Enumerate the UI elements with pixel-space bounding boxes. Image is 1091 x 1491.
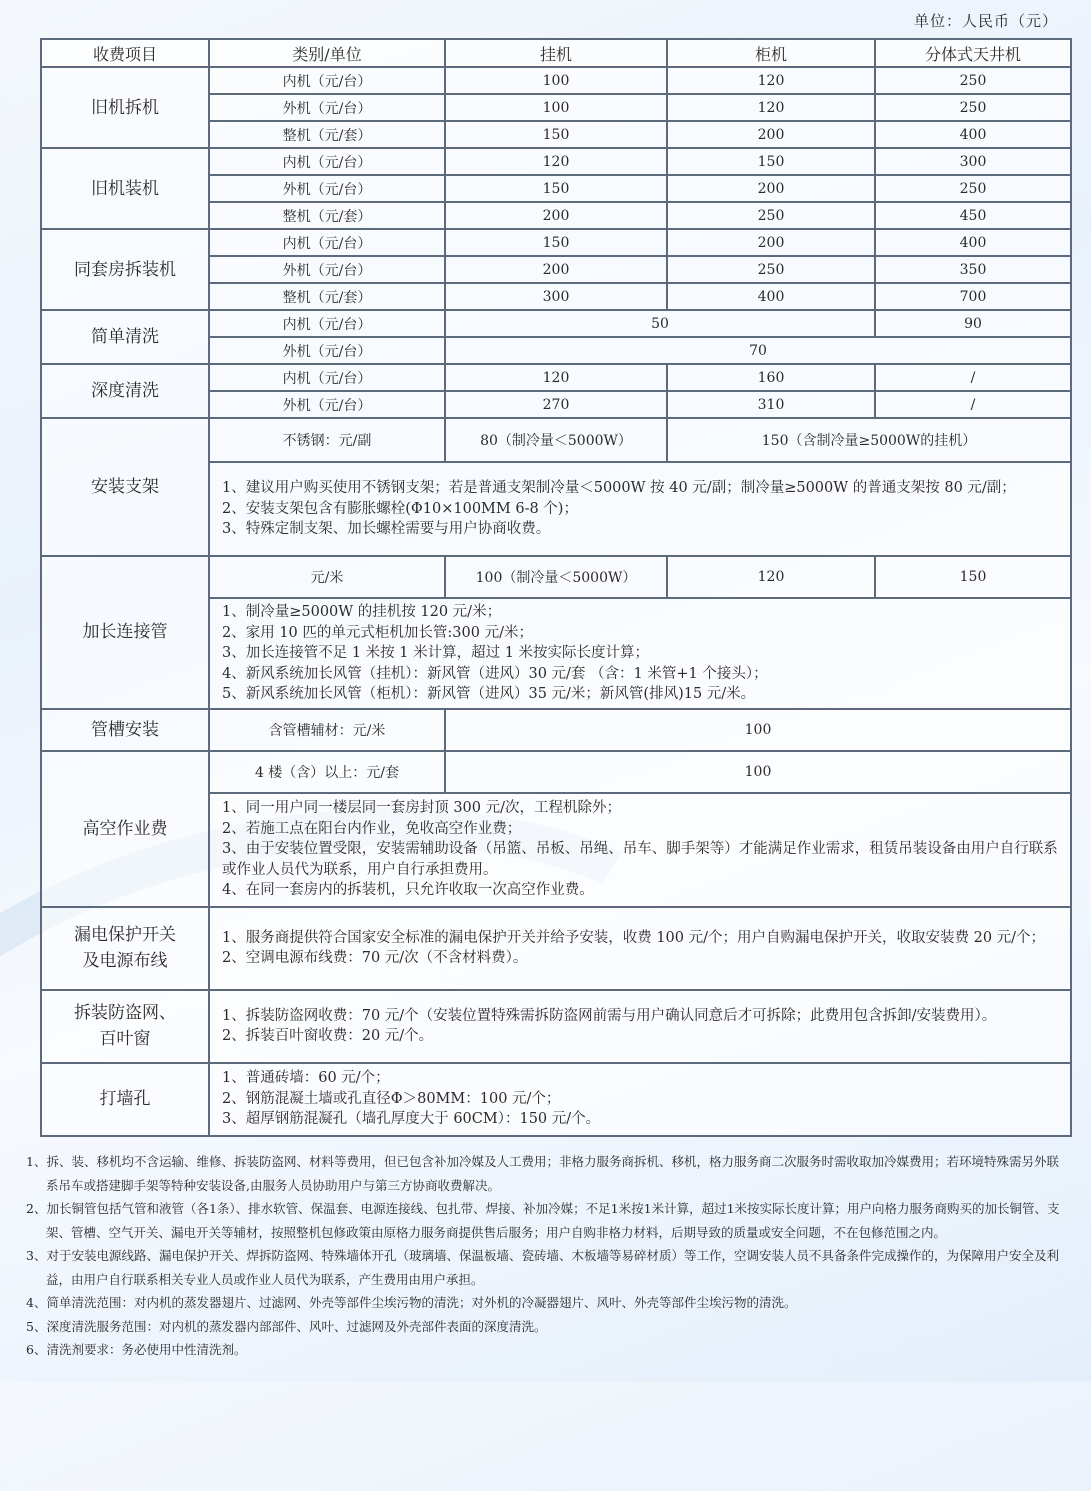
category-leak-protection	[41, 907, 209, 990]
footnote: 6、清洗剂要求：务必使用中性清洗剂。	[26, 1342, 247, 1357]
note-line: 1、建议用户购买使用不锈钢支架；若是普通支架制冷量＜5000W 按 40 元/副；制冷量≥5000W 的普通支架按 80 元/副；	[222, 480, 1016, 497]
footnote: 2、加长铜管包括气管和液管（各1条）、排水软管、保温套、电源连接线、包扎带、焊接、补加冷媒；不足1米按1米计算，超过1米按实际长度计算；用户向格力服务商购买的加长铜管、支架、管槽、空气开关、漏电开关等辅材，按照整机包修政策由原格力服务商提供售后服务；用户自购非格力材料，后期导致的质量或安全问题，不在包修范围之内。	[26, 1201, 1060, 1240]
high-altitude-notes	[209, 793, 1071, 907]
note-line: 2、家用 10 匹的单元式柜机加长管:300 元/米；	[222, 624, 533, 641]
table-row	[41, 1063, 1071, 1136]
table-row	[41, 310, 1071, 337]
category-deep-clean: 深度清洗	[41, 364, 209, 418]
category-high-altitude: 高空作业费	[41, 751, 209, 907]
header-category-unit: 类别/单位	[209, 39, 445, 67]
price-ceiling: 90	[875, 310, 1071, 337]
row-unit: 内机（元/台）	[209, 364, 445, 391]
category-simple-clean: 简单清洗	[41, 310, 209, 364]
price-ceiling: 400	[875, 229, 1071, 256]
note-line: 2、空调电源布线费：70 元/次（不含材料费）。	[222, 950, 528, 966]
price-cabinet: 120	[667, 556, 875, 598]
price-wall: 150	[445, 229, 667, 256]
bracket-notes	[209, 462, 1071, 556]
category-name-line: 漏电保护开关	[74, 925, 176, 945]
wall-hole-notes	[209, 1063, 1071, 1136]
table-row	[41, 229, 1071, 256]
price-all-units: 70	[445, 337, 1071, 364]
footnote: 1、拆、装、移机均不含运输、维修、拆装防盗网、材料等费用，但已包含补加冷媒及人工费用；非格力服务商拆机、移机，格力服务商二次服务时需收取加冷媒费用；若环境特殊需另外联系吊车或搭建脚手架等特种安装设备,由服务人员协助用户与第三方协商收费解决。	[26, 1154, 1059, 1193]
row-unit: 含管槽辅材：元/米	[209, 709, 445, 751]
price-cabinet: 250	[667, 202, 875, 229]
footnotes	[26, 1150, 1066, 1362]
table-row	[41, 709, 1071, 751]
row-unit: 外机（元/台）	[209, 94, 445, 121]
row-unit: 元/米	[209, 556, 445, 598]
row-unit: 不锈钢：元/副	[209, 418, 445, 462]
note-line: 4、新风系统加长风管（挂机）：新风管（进风）30 元/套 （含：1 米管+1 个接头）；	[222, 665, 768, 682]
footnote: 3、对于安装电源线路、漏电保护开关、焊拆防盗网、特殊墙体开孔（玻璃墙、保温板墙、瓷砖墙、木板墙等易碎材质）等工作，空调安装人员不具备条件完成操作的，为保障用户安全及利益，由用户自行联系相关专业人员或作业人员代为联系，产生费用由用户承担。	[26, 1248, 1059, 1287]
category-wall-hole: 打墙孔	[41, 1063, 209, 1136]
row-unit: 整机（元/套）	[209, 283, 445, 310]
table-row	[41, 751, 1071, 793]
price-ceiling: 250	[875, 94, 1071, 121]
price-cabinet: 160	[667, 364, 875, 391]
price-ceiling: /	[875, 391, 1071, 418]
price-wall: 120	[445, 148, 667, 175]
category-name-line: 拆装防盗网、	[74, 1003, 176, 1023]
price-wall: 100	[445, 94, 667, 121]
price-wall: 200	[445, 256, 667, 283]
category-same-house: 同套房拆装机	[41, 229, 209, 310]
price-wall: 80（制冷量＜5000W）	[445, 418, 667, 462]
fee-table	[40, 38, 1072, 1137]
price-cabinet: 400	[667, 283, 875, 310]
price-ceiling: 250	[875, 175, 1071, 202]
row-unit: 内机（元/台）	[209, 148, 445, 175]
price-wall-cabinet: 50	[445, 310, 875, 337]
leak-notes	[209, 907, 1071, 990]
row-unit: 4 楼（含）以上：元/套	[209, 751, 445, 793]
header-ceiling-unit: 分体式天井机	[875, 39, 1071, 67]
note-line: 2、安装支架包含有膨胀螺栓(Φ10×100MM 6-8 个)；	[222, 500, 578, 517]
price-cabinet: 150	[667, 148, 875, 175]
category-trough: 管槽安装	[41, 709, 209, 751]
anti-theft-notes	[209, 990, 1071, 1063]
table-row	[41, 556, 1071, 598]
table-header-row	[41, 39, 1071, 67]
price-cabinet: 310	[667, 391, 875, 418]
note-line: 1、普通砖墙：60 元/个；	[222, 1070, 390, 1087]
note-line: 4、在同一套房内的拆装机，只允许收取一次高空作业费。	[222, 882, 594, 899]
price-all-units: 100	[445, 709, 1071, 751]
price-ceiling: 250	[875, 67, 1071, 94]
price-cabinet: 200	[667, 121, 875, 148]
note-line: 3、特殊定制支架、加长螺栓需要与用户协商收费。	[222, 521, 551, 538]
price-cabinet-ceiling: 150（含制冷量≥5000W的挂机）	[667, 418, 1071, 462]
note-line: 3、由于安装位置受限，安装需辅助设备（吊篮、吊板、吊绳、吊车、脚手架等）才能满足作业需求，租赁吊装设备由用户自行联系或作业人员代为联系，用户自行承担费用。	[222, 841, 1058, 878]
table-row	[41, 990, 1071, 1063]
category-extension-pipe: 加长连接管	[41, 556, 209, 709]
price-wall: 100	[445, 67, 667, 94]
price-ceiling: 400	[875, 121, 1071, 148]
row-unit: 外机（元/台）	[209, 337, 445, 364]
category-bracket: 安装支架	[41, 418, 209, 556]
note-line: 1、服务商提供符合国家安全标准的漏电保护开关并给予安装，收费 100 元/个；用户自购漏电保护开关，收取安装费 20 元/个；	[222, 929, 1046, 946]
row-unit: 内机（元/台）	[209, 67, 445, 94]
price-all-units: 100	[445, 751, 1071, 793]
note-line: 5、新风系统加长风管（柜机）：新风管（进风）35 元/米；新风管(排风)15 元/米。	[222, 686, 756, 702]
price-cabinet: 120	[667, 94, 875, 121]
row-unit: 整机（元/套）	[209, 121, 445, 148]
category-old-remove: 旧机拆机	[41, 67, 209, 148]
price-wall: 150	[445, 175, 667, 202]
price-wall: 150	[445, 121, 667, 148]
price-wall: 120	[445, 364, 667, 391]
price-wall: 300	[445, 283, 667, 310]
footnote: 5、深度清洗服务范围：对内机的蒸发器内部部件、风叶、过滤网及外壳部件表面的深度清洗。	[26, 1318, 547, 1334]
table-row	[41, 418, 1071, 462]
table-row	[41, 907, 1071, 990]
table-row	[41, 148, 1071, 175]
price-cabinet: 120	[667, 67, 875, 94]
note-line: 1、拆装防盗网收费：70 元/个（安装位置特殊需拆防盗网前需与用户确认同意后才可拆除；此费用包含拆卸/安装费用）。	[222, 1007, 997, 1024]
row-unit: 外机（元/台）	[209, 256, 445, 283]
note-line: 1、同一用户同一楼层同一套房封顶 300 元/次，工程机除外；	[222, 800, 622, 817]
row-unit: 内机（元/台）	[209, 229, 445, 256]
note-line: 1、制冷量≥5000W 的挂机按 120 元/米；	[222, 604, 502, 620]
price-wall: 270	[445, 391, 667, 418]
price-wall: 200	[445, 202, 667, 229]
header-fee-item: 收费项目	[41, 39, 209, 67]
note-line: 3、超厚钢筋混凝孔（墙孔厚度大于 60CM）：150 元/个。	[222, 1111, 601, 1128]
price-ceiling: 450	[875, 202, 1071, 229]
row-unit: 整机（元/套）	[209, 202, 445, 229]
price-cabinet: 250	[667, 256, 875, 283]
table-row	[41, 364, 1071, 391]
price-ceiling: 700	[875, 283, 1071, 310]
note-line: 2、拆装百叶窗收费：20 元/个。	[222, 1028, 434, 1044]
category-name-line: 百叶窗	[99, 1029, 151, 1049]
price-ceiling: 350	[875, 256, 1071, 283]
category-old-install: 旧机装机	[41, 148, 209, 229]
currency-unit-label: 单位：人民币（元）	[913, 12, 1058, 30]
footnote: 4、简单清洗范围：对内机的蒸发器翅片、过滤网、外壳等部件尘埃污物的清洗；对外机的冷凝器翅片、风叶、外壳等部件尘埃污物的清洗。	[26, 1295, 797, 1310]
price-ceiling: 300	[875, 148, 1071, 175]
category-name-line: 及电源布线	[82, 951, 168, 971]
header-cabinet-unit: 柜机	[667, 39, 875, 67]
row-unit: 内机（元/台）	[209, 310, 445, 337]
note-line: 3、加长连接管不足 1 米按 1 米计算，超过 1 米按实际长度计算；	[222, 645, 650, 661]
price-wall: 100（制冷量＜5000W）	[445, 556, 667, 598]
row-unit: 外机（元/台）	[209, 391, 445, 418]
note-line: 2、钢筋混凝土墙或孔直径Φ＞80MM：100 元/个；	[222, 1090, 561, 1107]
pipe-notes	[209, 598, 1071, 709]
price-cabinet: 200	[667, 175, 875, 202]
row-unit: 外机（元/台）	[209, 175, 445, 202]
price-cabinet: 200	[667, 229, 875, 256]
note-line: 2、若施工点在阳台内作业，免收高空作业费；	[222, 820, 522, 837]
table-row	[41, 67, 1071, 94]
category-anti-theft-net	[41, 990, 209, 1063]
header-wall-unit: 挂机	[445, 39, 667, 67]
price-ceiling: /	[875, 364, 1071, 391]
price-ceiling: 150	[875, 556, 1071, 598]
